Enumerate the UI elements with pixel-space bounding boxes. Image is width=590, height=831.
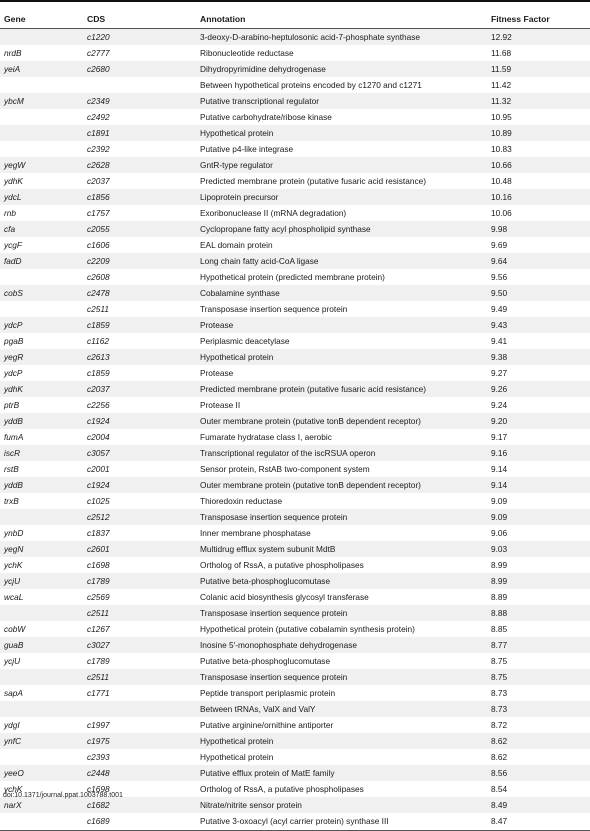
cell-gene	[0, 669, 87, 685]
cell-annotation: Transposase insertion sequence protein	[200, 669, 491, 685]
cell-gene	[0, 125, 87, 141]
cell-cds: c2004	[87, 432, 110, 442]
cell-cds: c1698	[87, 560, 110, 570]
table-row	[0, 205, 590, 221]
table-top-rule	[0, 0, 590, 2]
table-row	[0, 653, 590, 669]
table-row	[0, 29, 590, 46]
cell-gene	[0, 605, 87, 621]
cell-annotation: Dihydropyrimidine dehydrogenase	[200, 61, 491, 77]
table-row	[0, 237, 590, 253]
fitness-table	[0, 10, 590, 829]
table-row	[0, 125, 590, 141]
cell-fitness-factor: 9.24	[491, 400, 508, 410]
cell-fitness-factor: 8.77	[491, 637, 590, 653]
cell-cds: c2055	[87, 221, 200, 237]
cell-fitness-factor: 8.47	[491, 816, 508, 826]
cell-annotation: 3-deoxy-D-arabino-heptulosonic acid-7-phosphate synthase	[200, 29, 491, 46]
cell-annotation: Between hypothetical proteins encoded by c1270 and c1271	[200, 80, 422, 90]
cell-fitness-factor: 8.89	[491, 592, 508, 602]
cell-cds	[87, 77, 200, 93]
cell-cds: c2209	[87, 253, 200, 269]
cell-gene: ycgF	[4, 240, 22, 250]
cell-fitness-factor: 8.62	[491, 733, 590, 749]
cell-gene: ydcP	[0, 317, 87, 333]
table-row	[0, 541, 590, 557]
cell-cds: c1891	[87, 125, 200, 141]
cell-annotation: Protease II	[200, 400, 241, 410]
cell-gene	[0, 701, 87, 717]
cell-gene: guaB	[0, 637, 87, 653]
cell-fitness-factor: 8.56	[491, 765, 590, 781]
cell-cds: c1859	[87, 368, 110, 378]
cell-annotation: Putative beta-phosphoglucomutase	[200, 656, 331, 666]
cell-cds: c2601	[87, 541, 200, 557]
cell-gene: yddB	[0, 477, 87, 493]
cell-cds: c1698	[87, 784, 110, 794]
cell-gene	[0, 77, 87, 93]
table-row	[0, 61, 590, 77]
cell-annotation: Sensor protein, RstAB two-component system	[200, 464, 370, 474]
table-row	[0, 589, 590, 605]
cell-annotation: Peptide transport periplasmic protein	[200, 688, 336, 698]
cell-gene: narX	[0, 797, 87, 813]
cell-fitness-factor: 8.73	[491, 688, 508, 698]
cell-fitness-factor: 10.66	[491, 157, 590, 173]
cell-fitness-factor: 8.62	[491, 752, 508, 762]
table-row	[0, 685, 590, 701]
table-row	[0, 509, 590, 525]
cell-cds: c2037	[87, 176, 110, 186]
table-row	[0, 797, 590, 813]
table-row	[0, 605, 590, 621]
table-row	[0, 461, 590, 477]
cell-annotation: Nitrate/nitrite sensor protein	[200, 797, 491, 813]
cell-gene: ycjU	[4, 656, 21, 666]
cell-gene: wcaL	[4, 592, 24, 602]
cell-gene: ynbD	[4, 528, 24, 538]
cell-annotation: Hypothetical protein (putative cobalamin synthesis protein)	[200, 624, 415, 634]
cell-gene	[0, 509, 87, 525]
cell-cds: c1789	[87, 656, 110, 666]
table-row	[0, 765, 590, 781]
cell-gene: ychK	[4, 560, 23, 570]
cell-gene	[0, 813, 87, 829]
cell-cds: c1220	[87, 29, 200, 46]
cell-fitness-factor: 9.41	[491, 336, 508, 346]
table-row	[0, 813, 590, 829]
cell-gene: rnb	[4, 208, 16, 218]
table-row	[0, 189, 590, 205]
cell-cds: c2492	[87, 112, 110, 122]
cell-cds: c3057	[87, 445, 200, 461]
cell-cds: c2777	[87, 48, 110, 58]
cell-fitness-factor: 11.32	[491, 93, 590, 109]
cell-fitness-factor: 9.14	[491, 477, 590, 493]
table-row	[0, 221, 590, 237]
cell-fitness-factor: 8.72	[491, 720, 508, 730]
cell-cds: c1267	[87, 624, 110, 634]
cell-gene: ptrB	[4, 400, 20, 410]
cell-fitness-factor: 10.48	[491, 176, 512, 186]
cell-gene: ydcL	[0, 189, 87, 205]
cell-gene: ydgI	[4, 720, 20, 730]
cell-annotation: Transposase insertion sequence protein	[200, 605, 491, 621]
cell-annotation: Transcriptional regulator of the iscRSUA operon	[200, 445, 491, 461]
cell-annotation: Hypothetical protein	[200, 752, 274, 762]
cell-gene: nrdB	[4, 48, 22, 58]
cell-annotation: Hypothetical protein	[200, 733, 491, 749]
cell-annotation: Exoribonuclease II (mRNA degradation)	[200, 208, 347, 218]
table-row	[0, 381, 590, 397]
doi-caption: doi:10.1371/journal.ppat.1003788.t001	[3, 792, 123, 799]
table-row	[0, 701, 590, 717]
cell-cds: c1689	[87, 816, 110, 826]
cell-cds: c2608	[87, 272, 110, 282]
cell-gene: ydhK	[4, 176, 23, 186]
cell-cds: c1975	[87, 733, 200, 749]
cell-fitness-factor: 8.88	[491, 605, 590, 621]
cell-gene	[0, 269, 87, 285]
cell-annotation: Fumarate hydratase class I, aerobic	[200, 432, 332, 442]
cell-gene: ycjU	[0, 573, 87, 589]
cell-annotation: Putative arginine/ornithine antiporter	[200, 720, 334, 730]
cell-annotation: Multidrug efflux system subunit MdtB	[200, 541, 491, 557]
cell-cds: c2512	[87, 509, 200, 525]
cell-annotation: Transposase insertion sequence protein	[200, 509, 491, 525]
cell-fitness-factor: 9.09	[491, 509, 590, 525]
table-row	[0, 285, 590, 301]
cell-annotation: Cobalamine synthase	[200, 285, 491, 301]
cell-annotation: Cyclopropane fatty acyl phospholipid synthase	[200, 221, 491, 237]
cell-gene: cobS	[0, 285, 87, 301]
cell-cds: c2349	[87, 93, 200, 109]
cell-annotation: Periplasmic deacetylase	[200, 336, 290, 346]
cell-gene: yegN	[0, 541, 87, 557]
cell-cds: c2511	[87, 605, 200, 621]
cell-gene: fumA	[4, 432, 24, 442]
table-body	[0, 29, 590, 830]
cell-fitness-factor: 9.09	[491, 496, 508, 506]
cell-fitness-factor: 9.56	[491, 272, 508, 282]
cell-fitness-factor: 8.85	[491, 624, 508, 634]
cell-fitness-factor: 9.43	[491, 317, 590, 333]
cell-annotation: Long chain fatty acid-CoA ligase	[200, 253, 491, 269]
cell-annotation: Inosine 5′-monophosphate dehydrogenase	[200, 637, 491, 653]
table-row	[0, 109, 590, 125]
cell-gene	[0, 301, 87, 317]
cell-gene: yddB	[0, 413, 87, 429]
table-row	[0, 669, 590, 685]
cell-fitness-factor: 10.95	[491, 112, 512, 122]
header-fitness-factor: Fitness Factor	[491, 10, 590, 29]
header-cds: CDS	[87, 10, 200, 29]
table-row	[0, 733, 590, 749]
table-row	[0, 253, 590, 269]
cell-fitness-factor: 12.92	[491, 29, 590, 46]
cell-gene: iscR	[0, 445, 87, 461]
table-row	[0, 365, 590, 381]
cell-annotation: Hypothetical protein (predicted membrane protein)	[200, 272, 385, 282]
cell-cds: c2256	[87, 400, 110, 410]
table-row	[0, 157, 590, 173]
cell-fitness-factor: 9.69	[491, 240, 508, 250]
cell-cds: c2037	[87, 381, 200, 397]
cell-fitness-factor: 9.26	[491, 381, 590, 397]
cell-fitness-factor: 8.54	[491, 784, 508, 794]
cell-gene	[0, 749, 87, 765]
table-row	[0, 45, 590, 61]
table-row	[0, 173, 590, 189]
table-row	[0, 477, 590, 493]
cell-cds: c2569	[87, 592, 110, 602]
cell-cds: c1997	[87, 720, 110, 730]
cell-fitness-factor: 11.59	[491, 61, 590, 77]
cell-annotation: Putative 3-oxoacyl (acyl carrier protein) synthase III	[200, 816, 389, 826]
cell-fitness-factor: 9.20	[491, 413, 590, 429]
cell-annotation: Putative beta-phosphoglucomutase	[200, 573, 491, 589]
cell-cds: c1837	[87, 528, 110, 538]
cell-cds: c1606	[87, 240, 110, 250]
table-row	[0, 717, 590, 733]
cell-fitness-factor: 8.99	[491, 560, 508, 570]
cell-annotation: Protease	[200, 317, 491, 333]
cell-annotation: Between tRNAs, ValX and ValY	[200, 701, 491, 717]
table-row	[0, 637, 590, 653]
cell-fitness-factor: 8.49	[491, 797, 590, 813]
cell-annotation: Colanic acid biosynthesis glycosyl transferase	[200, 592, 369, 602]
cell-annotation: Outer membrane protein (putative tonB dependent receptor)	[200, 477, 491, 493]
cell-fitness-factor: 9.03	[491, 541, 590, 557]
cell-cds	[87, 701, 200, 717]
table-row	[0, 269, 590, 285]
cell-gene	[0, 141, 87, 157]
cell-gene: cobW	[4, 624, 26, 634]
cell-cds: c2392	[87, 144, 110, 154]
cell-gene: cfa	[0, 221, 87, 237]
table-row	[0, 749, 590, 765]
cell-gene: fadD	[0, 253, 87, 269]
cell-annotation: Thioredoxin reductase	[200, 496, 283, 506]
cell-cds: c2393	[87, 752, 110, 762]
table-row	[0, 301, 590, 317]
cell-gene	[0, 109, 87, 125]
cell-cds: c2448	[87, 765, 200, 781]
table-row	[0, 93, 590, 109]
cell-annotation: Transposase insertion sequence protein	[200, 304, 348, 314]
cell-fitness-factor: 10.06	[491, 208, 512, 218]
cell-gene	[0, 29, 87, 46]
cell-annotation: Protease	[200, 368, 234, 378]
cell-fitness-factor: 8.75	[491, 656, 508, 666]
cell-fitness-factor: 10.89	[491, 125, 590, 141]
table-row	[0, 333, 590, 349]
table-row	[0, 397, 590, 413]
cell-cds: c1757	[87, 208, 110, 218]
cell-cds: c2613	[87, 349, 200, 365]
cell-gene: rstB	[4, 464, 19, 474]
cell-annotation: EAL domain protein	[200, 240, 273, 250]
cell-cds: c1789	[87, 573, 200, 589]
cell-cds: c2680	[87, 61, 200, 77]
cell-gene: ynfC	[0, 733, 87, 749]
cell-fitness-factor: 9.16	[491, 445, 590, 461]
cell-fitness-factor: 10.83	[491, 144, 512, 154]
cell-annotation: Ortholog of RssA, a putative phospholipases	[200, 784, 364, 794]
header-gene: Gene	[0, 10, 87, 29]
cell-fitness-factor: 8.99	[491, 573, 590, 589]
cell-fitness-factor: 8.75	[491, 669, 590, 685]
cell-annotation: Putative efflux protein of MatE family	[200, 765, 491, 781]
cell-fitness-factor: 11.42	[491, 80, 512, 90]
cell-cds: c1924	[87, 413, 200, 429]
cell-gene: ydcP	[4, 368, 23, 378]
cell-annotation: Putative transcriptional regulator	[200, 93, 491, 109]
cell-fitness-factor: 9.14	[491, 464, 508, 474]
cell-fitness-factor: 8.73	[491, 701, 590, 717]
cell-gene: yegR	[0, 349, 87, 365]
cell-annotation: Ortholog of RssA, a putative phospholipases	[200, 560, 364, 570]
cell-fitness-factor: 9.64	[491, 253, 590, 269]
table-row	[0, 349, 590, 365]
cell-cds: c1162	[87, 336, 109, 346]
cell-cds: c2511	[87, 669, 200, 685]
table-header-row	[0, 10, 590, 29]
cell-gene: ychK	[4, 784, 23, 794]
header-annotation: Annotation	[200, 10, 491, 29]
cell-gene: trxB	[4, 496, 19, 506]
cell-annotation: Lipoprotein precursor	[200, 189, 491, 205]
table-row	[0, 445, 590, 461]
cell-cds: c2511	[87, 304, 109, 314]
cell-cds: c1025	[87, 496, 110, 506]
cell-cds: c1856	[87, 189, 200, 205]
cell-cds: c3027	[87, 637, 200, 653]
table-row	[0, 557, 590, 573]
cell-annotation: GntR-type regulator	[200, 157, 491, 173]
cell-annotation: Putative p4-like integrase	[200, 144, 294, 154]
cell-gene: ybcM	[0, 93, 87, 109]
table-row	[0, 77, 590, 93]
cell-fitness-factor: 9.49	[491, 304, 508, 314]
cell-cds: c2478	[87, 285, 200, 301]
cell-fitness-factor: 9.06	[491, 528, 508, 538]
cell-annotation: Ribonucleotide reductase	[200, 48, 294, 58]
cell-annotation: Inner membrane phosphatase	[200, 528, 311, 538]
table-row	[0, 317, 590, 333]
table-row	[0, 621, 590, 637]
cell-annotation: Hypothetical protein	[200, 349, 491, 365]
cell-annotation: Predicted membrane protein (putative fusaric acid resistance)	[200, 176, 426, 186]
cell-gene: pgaB	[4, 336, 24, 346]
cell-annotation: Predicted membrane protein (putative fusaric acid resistance)	[200, 381, 491, 397]
cell-fitness-factor: 10.16	[491, 189, 590, 205]
cell-annotation: Outer membrane protein (putative tonB dependent receptor)	[200, 413, 491, 429]
cell-fitness-factor: 9.50	[491, 285, 590, 301]
cell-gene: sapA	[4, 688, 23, 698]
cell-fitness-factor: 9.98	[491, 221, 590, 237]
cell-fitness-factor: 9.27	[491, 368, 508, 378]
table-row	[0, 141, 590, 157]
cell-annotation: Hypothetical protein	[200, 125, 491, 141]
table-row	[0, 429, 590, 445]
cell-gene: yegW	[0, 157, 87, 173]
cell-cds: c1771	[87, 688, 110, 698]
cell-cds: c1924	[87, 477, 200, 493]
cell-gene: yeiA	[0, 61, 87, 77]
cell-gene: yeeO	[0, 765, 87, 781]
cell-gene: ydhK	[0, 381, 87, 397]
cell-annotation: Putative carbohydrate/ribose kinase	[200, 112, 332, 122]
cell-cds: c2001	[87, 464, 110, 474]
cell-cds: c2628	[87, 157, 200, 173]
table-row	[0, 525, 590, 541]
cell-fitness-factor: 9.17	[491, 432, 508, 442]
cell-cds: c1682	[87, 797, 200, 813]
table-row	[0, 413, 590, 429]
cell-cds: c1859	[87, 317, 200, 333]
cell-fitness-factor: 11.68	[491, 48, 512, 58]
cell-fitness-factor: 9.38	[491, 349, 590, 365]
table-row	[0, 493, 590, 509]
table-row	[0, 573, 590, 589]
